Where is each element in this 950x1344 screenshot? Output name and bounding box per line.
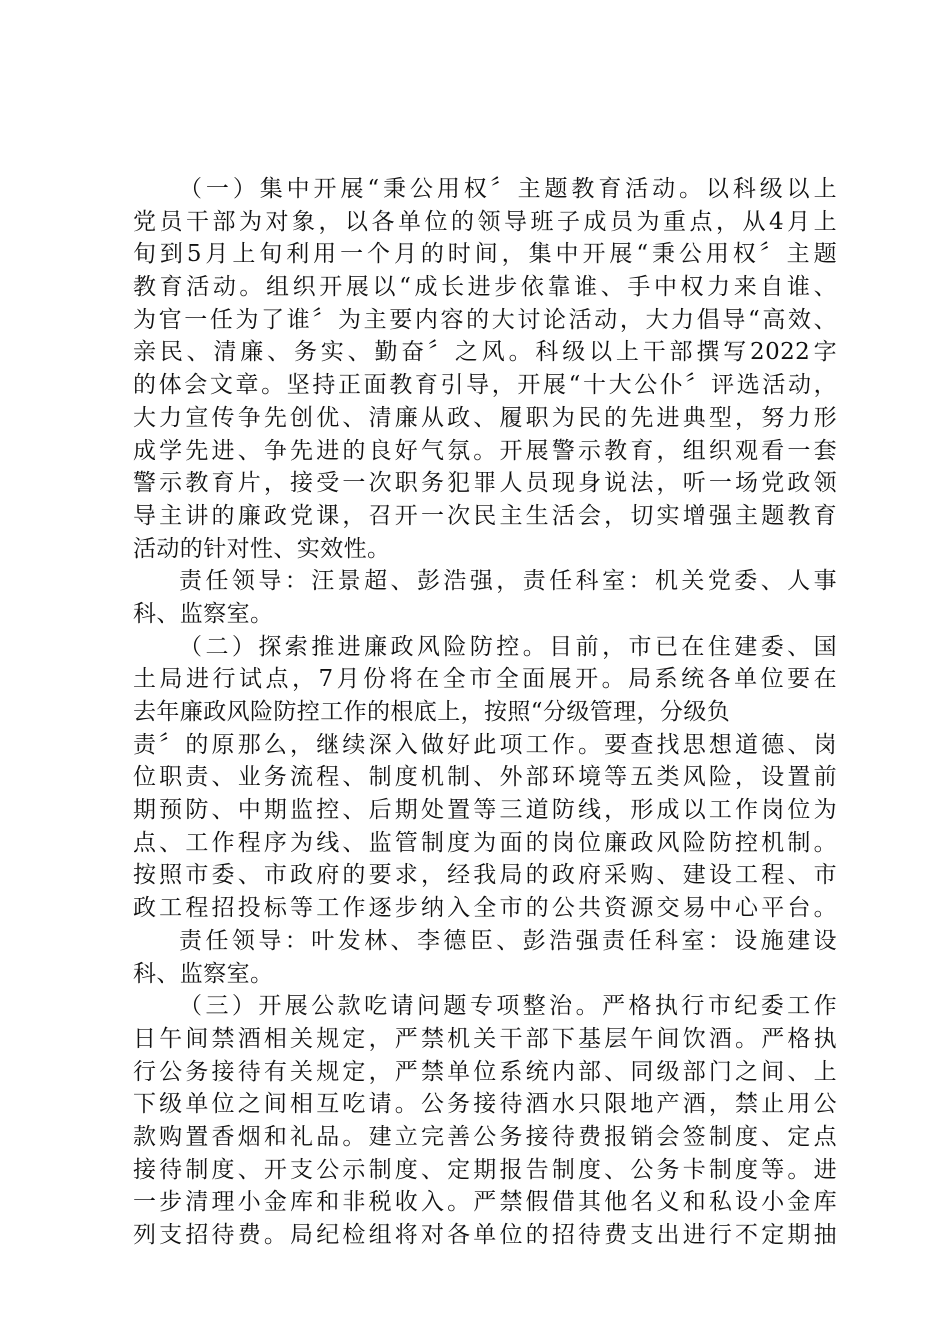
text-line: 警示教育片，接受一次职务犯罪人员现身说法，听一场党政领	[133, 470, 837, 497]
text-line: （三）开展公款吃请问题专项整治。严格执行市纪委工作	[179, 993, 837, 1020]
text-line: 导主讲的廉政党课，召开一次民主生活会，切实增强主题教育	[133, 502, 837, 529]
text-line: 为官一任为了谁〞为主要内容的大讨论活动，大力倡导“高效、	[133, 306, 837, 333]
text-line: 责〞的原那么，继续深入做好此项工作。要查找思想道德、岗	[133, 731, 837, 758]
text-line: （一）集中开展“秉公用权〞主题教育活动。以科级以上	[179, 176, 837, 202]
text-line: 大力宣传争先创优、清廉从政、履职为民的先进典型，努力形	[133, 404, 837, 431]
text-line: 政工程招投标等工作逐步纳入全市的公共资源交易中心平台。	[133, 895, 837, 922]
document-page	[133, 173, 837, 1252]
text-line: 去年廉政风险防控工作的根底上，按照“分级管理，分级负	[133, 699, 731, 725]
text-line: 土局进行试点，7月份将在全市全面展开。局系统各单位要在	[133, 666, 837, 693]
text-line: 列支招待费。局纪检组将对各单位的招待费支出进行不定期抽	[133, 1222, 837, 1248]
text-line: 科、监察室。	[133, 600, 274, 627]
text-line: 接待制度、开支公示制度、定期报告制度、公务卡制度等。进	[133, 1156, 837, 1183]
text-line: 日午间禁酒相关规定，严禁机关干部下基层午间饮酒。严格执	[133, 1025, 837, 1052]
text-line: 成学先进、争先进的良好气氛。开展警示教育，组织观看一套	[133, 437, 837, 464]
text-line: 下级单位之间相互吃请。公务接待酒水只限地产酒，禁止用公	[133, 1091, 837, 1118]
text-line: 教育活动。组织开展以“成长进步依靠谁、手中权力来自谁、	[133, 274, 837, 301]
text-line: 旬到5月上旬利用一个月的时间，集中开展“秉公用权〞主题	[133, 241, 837, 268]
text-line: 科、监察室。	[133, 960, 274, 987]
text-line: 位职责、业务流程、制度机制、外部环境等五类风险，设置前	[133, 764, 837, 791]
text-line: 行公务接待有关规定，严禁单位系统内部、同级部门之间、上	[133, 1058, 837, 1085]
text-line: 活动的针对性、实效性。	[133, 535, 391, 562]
text-line: 责任领导：汪景超、彭浩强，责任科室：机关党委、人事	[179, 568, 837, 595]
text-line: 点、工作程序为线、监管制度为面的岗位廉政风险防控机制。	[133, 829, 837, 856]
text-line: 一步清理小金库和非税收入。严禁假借其他名义和私设小金库	[133, 1189, 837, 1216]
text-line: 期预防、中期监控、后期处置等三道防线，形成以工作岗位为	[133, 797, 837, 824]
text-line: 款购置香烟和礼品。建立完善公务接待费报销会签制度、定点	[133, 1123, 837, 1150]
text-line: 亲民、清廉、务实、勤奋〞之风。科级以上干部撰写2022字	[133, 339, 837, 366]
text-line: 党员干部为对象，以各单位的领导班子成员为重点，从4月上	[133, 208, 837, 235]
text-line: 的体会文章。坚持正面教育引导，开展“十大公仆〞评选活动，	[133, 372, 837, 399]
text-line: （二）探索推进廉政风险防控。目前，市已在住建委、国	[179, 633, 837, 660]
text-line: 按照市委、市政府的要求，经我局的政府采购、建设工程、市	[133, 862, 837, 889]
text-line: 责任领导：叶发林、李德臣、彭浩强责任科室：设施建设	[179, 927, 837, 954]
